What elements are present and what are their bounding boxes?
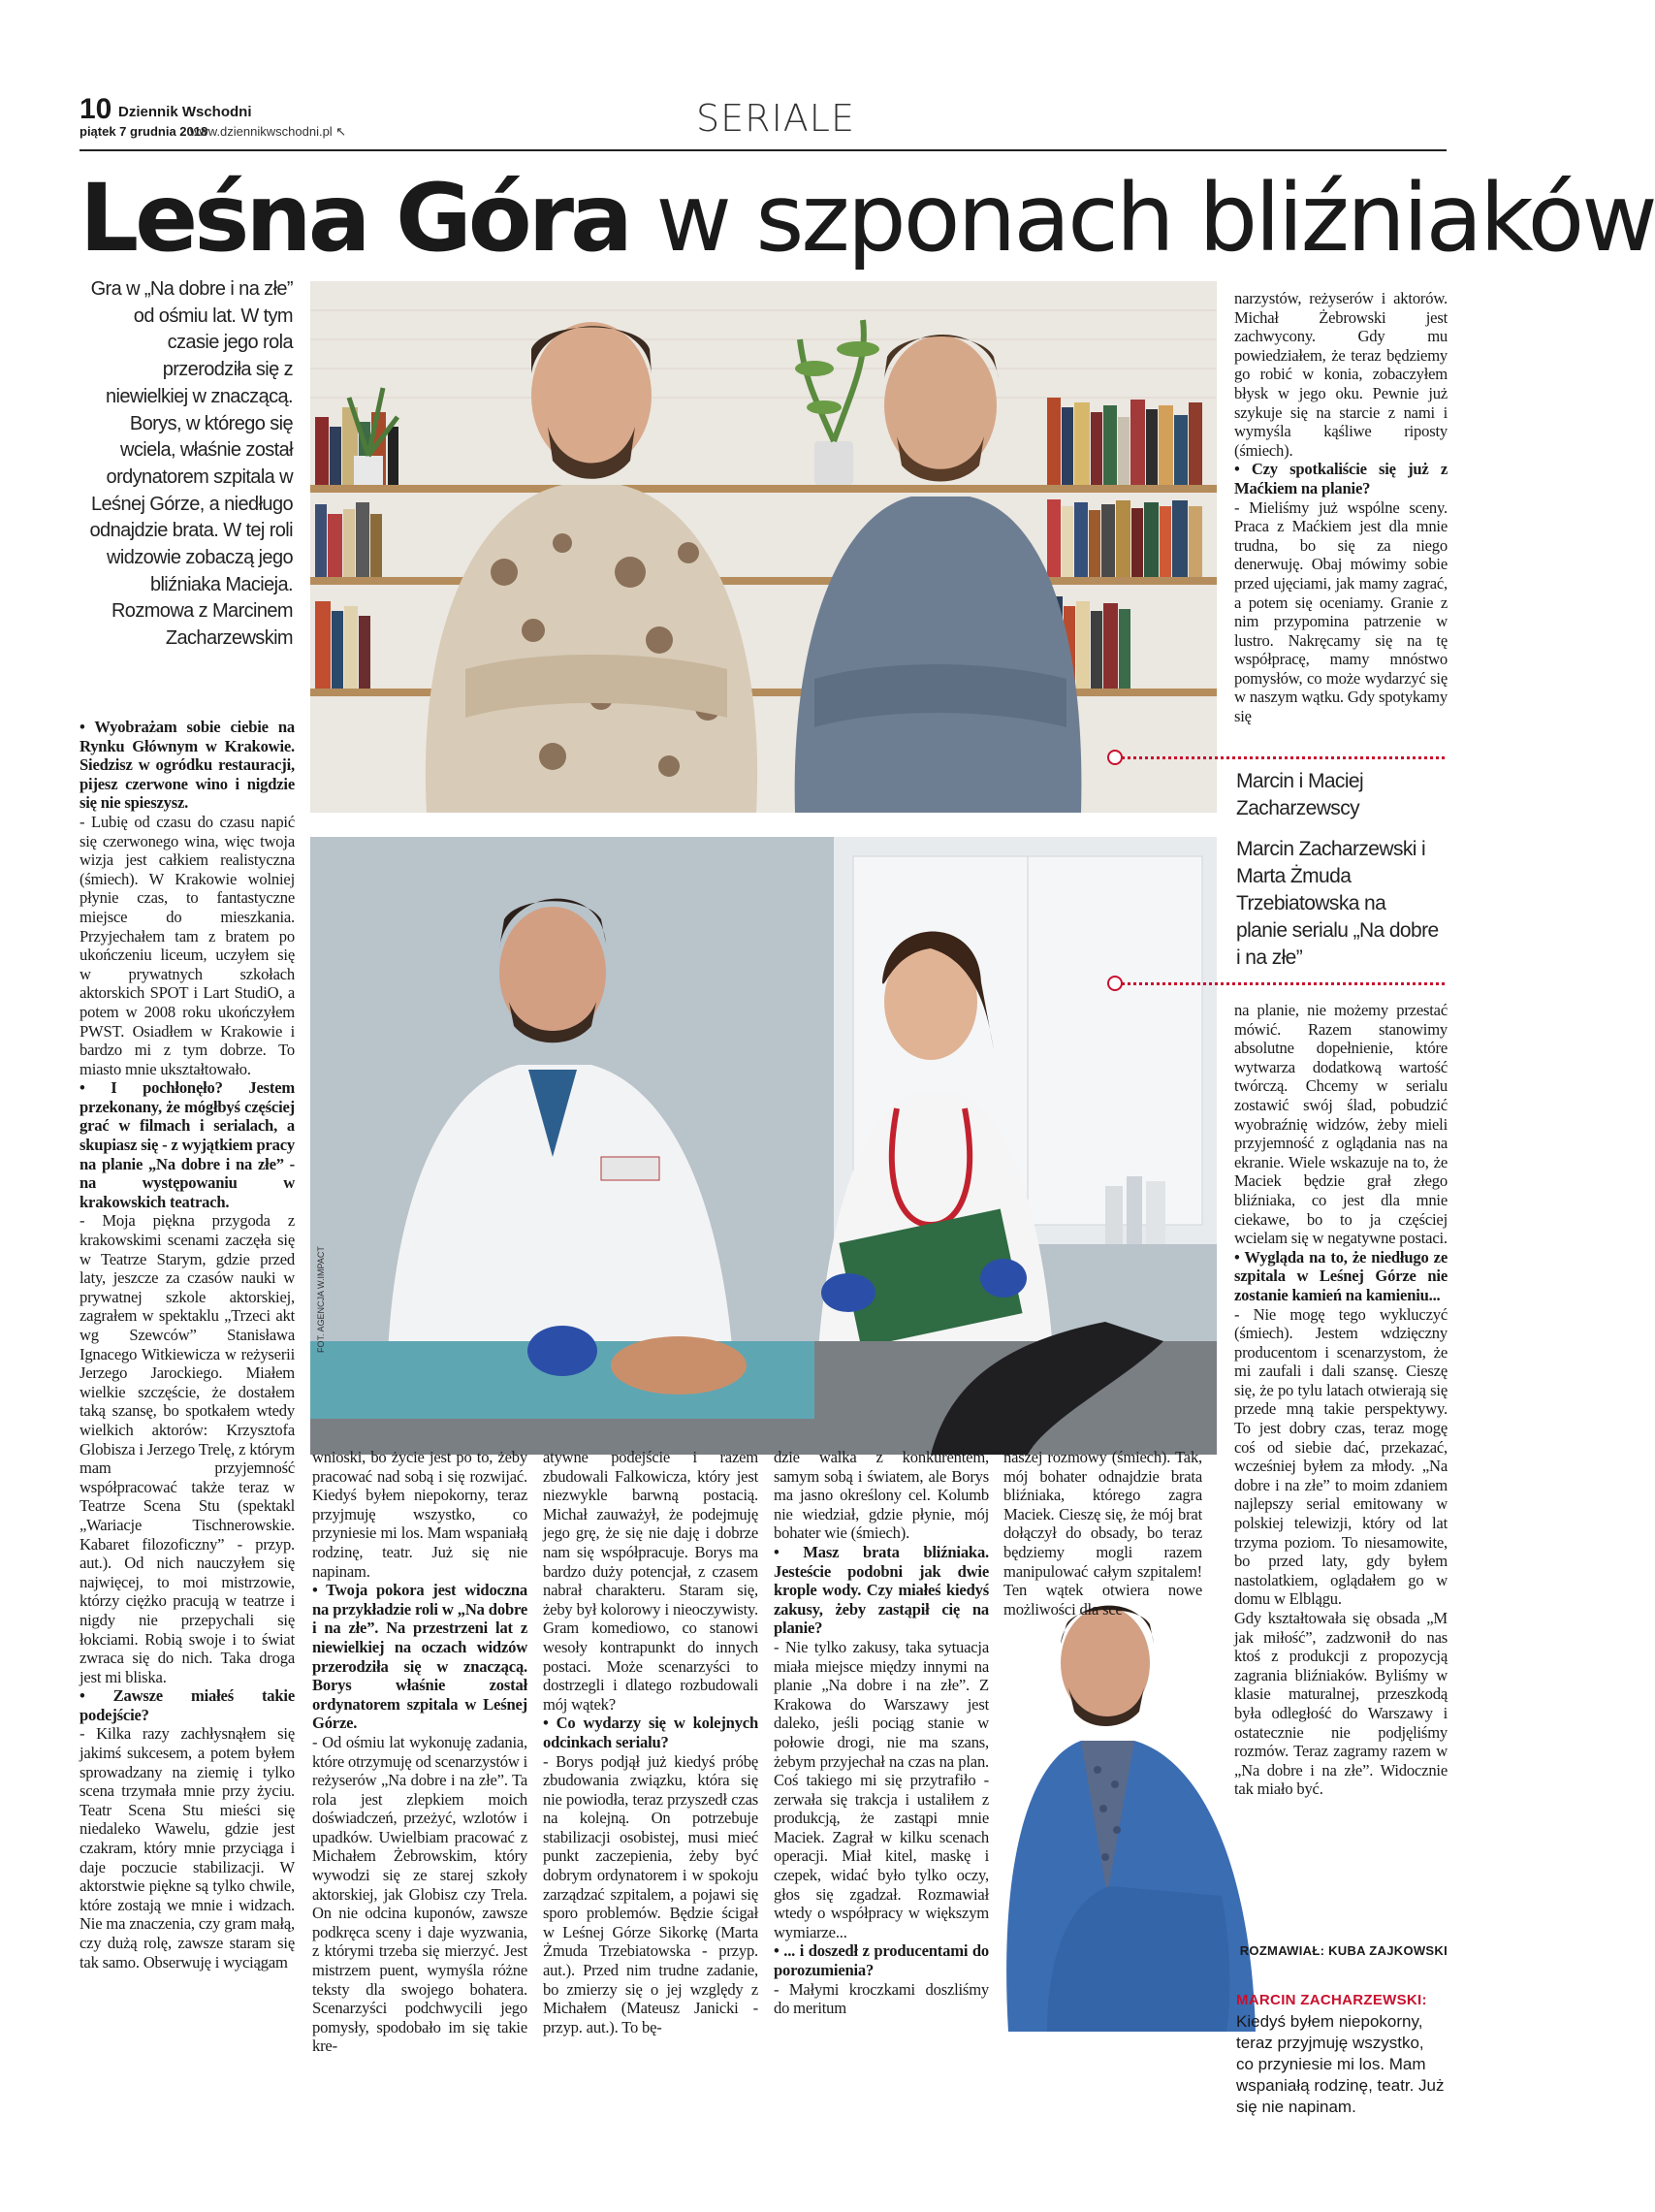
photo-hospital-scene (310, 837, 1217, 1455)
caption-photo-twins: Marcin i Maciej Zacharzewscy (1236, 770, 1364, 819)
photo-twins (310, 281, 1217, 813)
interview-question: • Masz brata bliźniaka. Jesteście podobni jak dwie krople wody. Czy miałeś kiedyś zakusy, żeby zastąpił cię na planie? (774, 1542, 989, 1638)
caption2-leader (1115, 982, 1445, 985)
interview-answer: atywne podejście i razem zbudowali Falkowicza, który jest niezwykle barwną postacią. Michał zauważył, że podejmuję jego grę, że się nie daję i dobrze nam się współpracuje. Borys ma bardzo duży potencjał, z czasem nabrał charakteru. Staram się, żeby był kolorowy i nieoczywisty. Gram komediowo, co stanowi wesoły kontrapunkt do innych postaci. Może scenarzyści to dostrzegli i dlatego rozbudowali mój wątek? (543, 1448, 758, 1714)
article-column-1 (80, 718, 295, 1972)
pull-quote-text: Kiedyś byłem niepokorny, teraz przyjmuję wszystko, co przyniesie mi los. Mam wspaniałą rodzinę, teatr. Już się nie napinam. (1236, 2012, 1445, 2116)
caption-photo-hospital: Marcin Zacharzewski i Marta Żmuda Trzebiatowska na planie serialu „Na dobre i na złe” (1236, 838, 1439, 969)
section-title: SERIALE (696, 97, 855, 140)
interview-answer: - Borys podjął już kiedyś próbę zbudowania związku, która się nie powiodła, teraz przyszedł czas na kolejną. On potrzebuje stabilizacji osobistej, musi mieć punkt zaczepienia, żeby być dobrym ordynatorem i w spokoju zarządzać szpitalem, a pojawi się sporo problemów. Będzie ścigał w Leśnej Górze Sikorkę (Marta Żmuda Trzebiatowska - przyp. aut.). Przed nim trudne zadanie, bo zmierzy się o jej względy z Michałem (Mateusz Janicki - przyp. aut.). To bę- (543, 1751, 758, 2036)
interview-question: • I pochłonęło? Jestem przekonany, że mógłbyś częściej grać w filmach i serialach, a skupiasz się - z wyjątkiem pracy na planie „Na dobre i na złe” - na występowaniu w krakowskich teatrach. (80, 1078, 295, 1211)
headline (80, 155, 1655, 281)
paper-name: Dziennik Wschodni (118, 104, 252, 120)
interview-question: • Twoja pokora jest widoczna na przykładzie roli w „Na dobre i na złe”. Na przestrzeni lat z niewielkiej na oczach widzów przerodziła się w znaczącą. Borys właśnie został ordynatorem szpitala w Leśnej Górze. (312, 1581, 527, 1733)
byline: ROZMAWIAŁ: KUBA ZAJKOWSKI (1239, 1943, 1448, 1958)
cursor-icon: ↖ (332, 124, 347, 139)
photo-hospital-illustration (310, 837, 1217, 1455)
interview-question: • Wyobrażam sobie ciebie na Rynku Głównym w Krakowie. Siedzisz w ogródku restauracji, pijesz czerwone wino i nigdzie się nie spieszysz. (80, 718, 295, 813)
photo-credit: FOT. AGENCJA W.IMPACT (316, 1246, 326, 1353)
interview-question: • Czy spotkaliście się już z Maćkiem na planie? (1234, 460, 1448, 497)
interview-answer: - Lubię od czasu do czasu napić się czerwonego wina, więc twoja wizja jest całkiem realistyczna (śmiech). W Krakowie wolniej płynie czas, to fantastyczne miejsce do mieszkania. Przyjechałem tam z bratem po ukończeniu liceum, uczyłem się w prywatnych szkołach aktorskich SPOT i Lart StudiO, a potem w 2008 roku ukończyłem PWST. Osiadłem w Krakowie i bardzo mi z tym dobrze. To miasto mnie ukształtowało. (80, 812, 295, 1078)
headline-rest: w szponach bliźniaków (655, 164, 1655, 272)
photo-portrait-illustration (989, 1576, 1270, 2032)
website-text: www.dziennikwschodni.pl (190, 124, 333, 139)
interview-answer: - Małymi kroczkami doszliśmy do meritum (774, 1979, 989, 2018)
interview-question: • Zawsze miałeś takie podejście? (80, 1686, 295, 1724)
pull-quote (1236, 1990, 1445, 2118)
photo-twins-illustration (310, 281, 1217, 813)
pull-quote-name: MARCIN ZACHARZEWSKI: (1236, 1992, 1427, 2008)
interview-question: • ... i doszedł z producentami do porozumienia? (774, 1941, 989, 1980)
issue-date: piątek 7 grudnia 2018 (80, 124, 208, 139)
lead-paragraph: Gra w „Na dobre i na złe” od ośmiu lat. W tym czasie jego rola przerodziła się z niewielkiej w znaczącą. Borys, w którego się wciela, właśnie został ordynatorem szpitala w Leśnej Górze, a niedługo odnajdzie brata. W tej roli widzowie zobaczą jego bliźniaka Macieja. Rozmowa z Marcinem Zacharzewskim (89, 278, 293, 650)
headline-bold: Leśna Góra (80, 164, 629, 272)
article-column-4 (774, 1448, 989, 2018)
interview-answer: - Nie mogę tego wykluczyć (śmiech). Jestem wdzięczny producentom i scenarzystom, że mi zaufali i dali szansę. Cieszę się, że po tylu latach otwierają się przede mną takie perspektywy. To jest dobry czas, teraz mogę coś od siebie dać, przekazać, wcześniej byłem za młody. „Na dobre i na złe” to moim zdaniem najlepszy serial emitowany w polskiej telewizji, który od lat trzyma poziom. To niesamowite, bo przed laty, gdy byłem nastolatkiem, oglądałem go w domu w Elblągu. (1234, 1304, 1448, 1609)
interview-question: • Co wydarzy się w kolejnych odcinkach serialu? (543, 1714, 758, 1751)
interview-answer: - Kilka razy zachłysnąłem się jakimś sukcesem, a potem byłem sprowadzany na ziemię i tylko scena trzymała mnie przy życiu. Teatr Scena Stu mieści się niedaleko Wawelu, gdzie jest czakram, który mnie przyciąga i daje poczucie stabilizacji. W aktorstwie piękne są tylko chwile, które zostają we mnie i widzach. Nie ma znaczenia, czy gram małą, czy dużą rolę, zawsze staram się tak samo. Obserwuję i wyciągam (80, 1724, 295, 1972)
interview-answer: - Nie tylko zakusy, taka sytuacja miała miejsce między innymi na planie „Na dobre i na złe”. Z Krakowa do Warszawy jest daleko, jeśli pociąg stanie w połowie drogi, nie ma szans, żebym przyjechał na czas na plan. Coś takiego mi się przytrafiło - zerwała się trakcja i ustaliłem z produkcją, że zastąpi mnie Maciek. Zagrał w kilku scenach operacji. Miał kitel, maskę i czepek, widać było tylko oczy, głos się zgadzał. Rozmawiał wtedy o współpracy w większym wymiarze... (774, 1637, 989, 1941)
page-number: 10 (80, 93, 112, 125)
website-link[interactable] (190, 124, 346, 140)
header-rule (80, 149, 1447, 151)
interview-answer: dzie walka z konkurentem, samym sobą i światem, ale Borys ma jasno określony cel. Kolumb nie wiedział, gdzie płynie, mój bohater wie (śmiech). (774, 1448, 989, 1543)
article-column-2 (312, 1448, 527, 2056)
interview-question: • Wygląda na to, że niedługo ze szpitala w Leśnej Górze nie zostanie kamień na kamieniu... (1234, 1247, 1448, 1304)
interview-answer: na planie, nie możemy przestać mówić. Razem stanowimy absolutne dopełnienie, które wytwarza dodatkową wartość twórczą. Chcemy w serialu zostawić swój ślad, pobudzić wyobraźnię widzów, żeby mieli przyjemność z oglądania nas na ekranie. Wiele wskazuje na to, że Maciek będzie grał złego bliźniaka, co jest dla mnie ciekawe, bo to ja częściej wcielam się w negatywne postaci. (1234, 1001, 1448, 1248)
caption2-marker-icon (1107, 976, 1123, 991)
interview-answer: narzystów, reżyserów i aktorów. Michał Żebrowski jest zachwycony. Gdy mu powiedziałem, że teraz będziemy go robić w konia, zobaczyłem błysk w jego oku. Pewnie już szykuje się na starcie z nami i wymyśla kąśliwe riposty (śmiech). (1234, 289, 1448, 460)
interview-answer: - Moja piękna przygoda z krakowskimi scenami zaczęła się w Teatrze Starym, gdzie przed laty, jeszcze za czasów nauki w prywatnej szkole aktorskiej, zagrałem w spektaklu „Trzeci akt wg Szewców” Stanisława Ignacego Witkiewicza w reżyserii Jerzego Jarockiego. Miałem wielkie szczęście, że dostałem taką szansę, bo spotkałem wtedy wielkich aktorów: Krzysztofa Globisza i Jerzego Trelę, z którym mam przyjemność współpracować także teraz w Teatrze Scena Stu (spektakl „Wariacje Tischnerowskie. Kabaret filozoficzny” - przyp. aut.). Od nich nauczyłem się najwięcej, to moi mistrzowie, którzy ciężko pracują w teatrze i nigdy nie przepychali się łokciami. Robią swoje i to świat zwraca się do nich. Taka droga jest mi bliska. (80, 1211, 295, 1686)
interview-answer: - Mieliśmy już wspólne sceny. Praca z Maćkiem jest dla mnie trudna, bo się za niego denerwuję. Obaj mówimy sobie przed ujęciami, jak mamy zagrać, a potem się oceniamy. Granie z nim przypomina patrzenie w lustro. Nakręcamy się na tę współpracę, mamy mnóstwo pomysłów, co może wydarzyć się w naszym wątku. Gdy spotykamy się (1234, 497, 1448, 726)
article-column-5 (1003, 1448, 1202, 1619)
caption1-leader (1115, 756, 1445, 759)
article-column-3 (543, 1448, 758, 2036)
interview-answer: wnioski, bo życie jest po to, żeby pracować nad sobą i się rozwijać. Kiedyś byłem niepokorny, teraz przyjmuję wszystko, co przyniesie mi los. Mam wspaniałą rodzinę, teatr. Już się nie napinam. (312, 1448, 527, 1581)
article-column-6-top (1234, 289, 1448, 726)
interview-answer: - Od ośmiu lat wykonuję zadania, które otrzymuję od scenarzystów i reżyserów „Na dobre i na złe”. Ta rola jest zlepkiem moich doświadczeń, przeżyć, wzlotów i upadków. Uwielbiam pracować z Michałem Żebrowskim, który wywodzi się ze starej szkoły aktorskiej, jak Globisz czy Trela. On nie odcina kuponów, zawsze podkręca sceny i daje wyzwania, z którymi trzeba się mierzyć. Jest mistrzem puent, wymyśla różne teksty dla swojego bohatera. Scenarzyści podchwycili jego pomysły, spodobało im się takie kre- (312, 1732, 527, 2056)
article-column-6-bottom (1234, 1001, 1448, 1799)
interview-answer: Gdy kształtowała się obsada „M jak miłość”, zadzwonił do nas ktoś z produkcji z propozycją zagrania bliźniaków. Byliśmy w klasie maturalnej, przeszkodą była odległość do Warszawy i ostatecznie nie podjęliśmy rozmów. Teraz zagramy razem w „Na dobre i na złe”. Widocznie tak miało być. (1234, 1609, 1448, 1799)
photo-portrait (989, 1576, 1270, 2032)
caption1-marker-icon (1107, 750, 1123, 765)
interview-answer: naszej rozmowy (śmiech). Tak, mój bohater odnajdzie brata bliźniaka, którego zagra Maciek. Cieszę się, że mój brat dołączył do obsady, bo teraz będziemy mogli razem manipulować całym szpitalem! Ten wątek otwiera nowe możliwości dla sce- (1003, 1448, 1202, 1619)
